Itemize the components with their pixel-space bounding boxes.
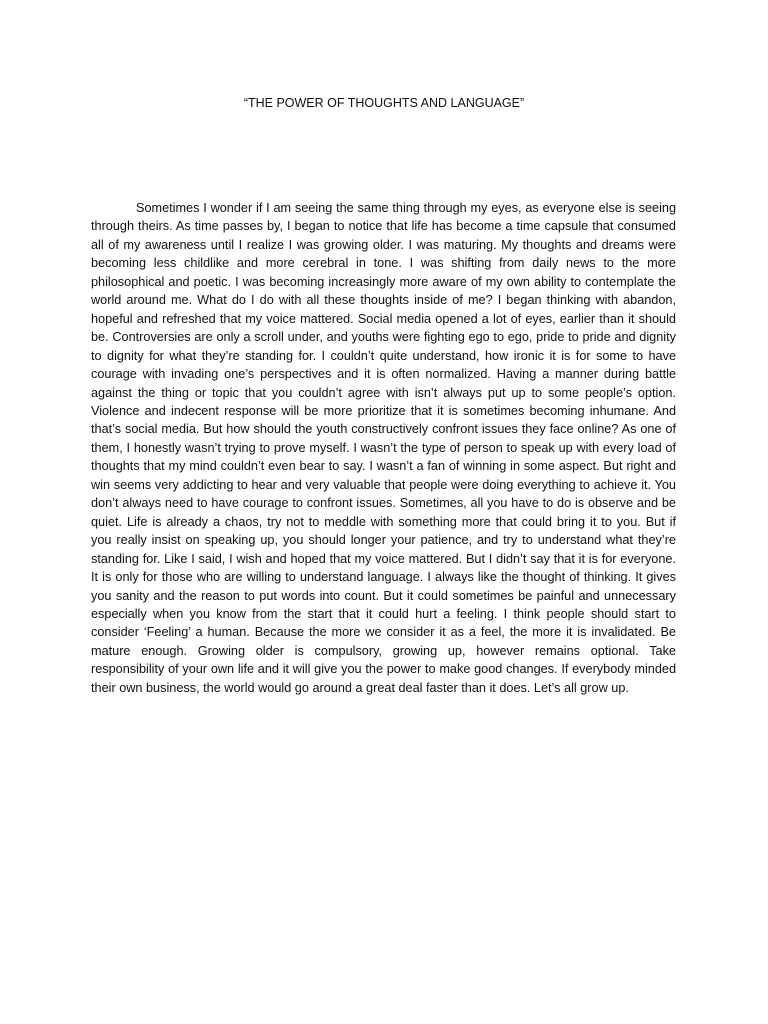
paragraph-line: especially when you know from the start that it could hurt a feeling. I think people should start to bbox=[91, 606, 676, 621]
paragraph-line: don’t always need to have courage to confront issues. Sometimes, all you have to do is observe and be bbox=[91, 496, 676, 511]
paragraph-line: philosophical and poetic. I was becoming increasingly more aware of my own ability to contemplate the bbox=[91, 274, 676, 289]
paragraph-line: their own business, the world would go around a great deal faster than it does. Let’s all grow up. bbox=[91, 680, 629, 695]
document-title: “THE POWER OF THOUGHTS AND LANGUAGE” bbox=[243, 96, 525, 110]
paragraph-line: responsibility of your own life and it will give you the power to make good changes. If everybody minded bbox=[91, 662, 676, 677]
paragraph-line: It is only for those who are willing to understand language. I always like the thought of thinking. It gives bbox=[91, 570, 676, 585]
paragraph-line: to dignity for what they’re standing for. I couldn’t quite understand, how ironic it is for some to have bbox=[91, 348, 676, 363]
paragraph-line: standing for. Like I said, I wish and hoped that my voice mattered. But I didn’t say that it is for everyone. bbox=[91, 551, 676, 566]
paragraph-line: win seems very addicting to hear and very valuable that people were doing everything to achieve it. You bbox=[91, 477, 676, 492]
paragraph-line: world around me. What do I do with all these thoughts inside of me? I began thinking with abandon, bbox=[91, 293, 676, 308]
paragraph-line: Violence and indecent response will be more prioritize that it is sometimes becoming inhumane. And bbox=[91, 403, 676, 418]
paragraph-line: you sanity and the reason to put words into count. But it could sometimes be painful and unnecessary bbox=[91, 588, 676, 603]
paragraph-line: all of my awareness until I realize I was growing older. I was maturing. My thoughts and dreams were bbox=[91, 237, 676, 252]
paragraph-line: against the thing or topic that you couldn’t agree with isn’t always put up to some people’s option. bbox=[91, 385, 676, 400]
paragraph-line: them, I honestly wasn’t trying to prove myself. I wasn’t the type of person to speak up with every load of bbox=[91, 440, 676, 455]
paragraph-line: be. Controversies are only a scroll under, and youths were fighting ego to ego, pride to pride and dignity bbox=[91, 330, 676, 345]
paragraph-line: that’s social media. But how should the youth constructively confront issues they face online? As one of bbox=[91, 422, 676, 437]
essay-paragraph bbox=[91, 199, 676, 697]
paragraph-line: thoughts that my mind couldn’t even bear to say. I wasn’t a fan of winning in some aspect. But right and bbox=[91, 459, 676, 474]
paragraph-line: hopeful and refreshed that my voice mattered. Social media opened a lot of eyes, earlier than it should bbox=[91, 311, 676, 326]
paragraph-line: becoming less childlike and more cerebral in tone. I was shifting from daily news to the more bbox=[91, 256, 676, 271]
paragraph-line: mature enough. Growing older is compulsory, growing up, however remains optional. Take bbox=[91, 643, 676, 658]
paragraph-line: you really insist on speaking up, you should longer your patience, and try to understand what they’re bbox=[91, 533, 676, 548]
paragraph-line: courage with invading one’s perspectives and it is often normalized. Having a manner during battle bbox=[91, 367, 676, 382]
paragraph-line: quiet. Life is already a chaos, try not to meddle with something more that could bring it to you. But if bbox=[91, 514, 676, 529]
paragraph-line: Sometimes I wonder if I am seeing the same thing through my eyes, as everyone else is seeing bbox=[136, 201, 676, 215]
paragraph-line: consider ‘Feeling’ a human. Because the more we consider it as a feel, the more it is invalidated. Be bbox=[91, 625, 676, 640]
paragraph-line: through theirs. As time passes by, I began to notice that life has become a time capsule that consumed bbox=[91, 219, 676, 234]
